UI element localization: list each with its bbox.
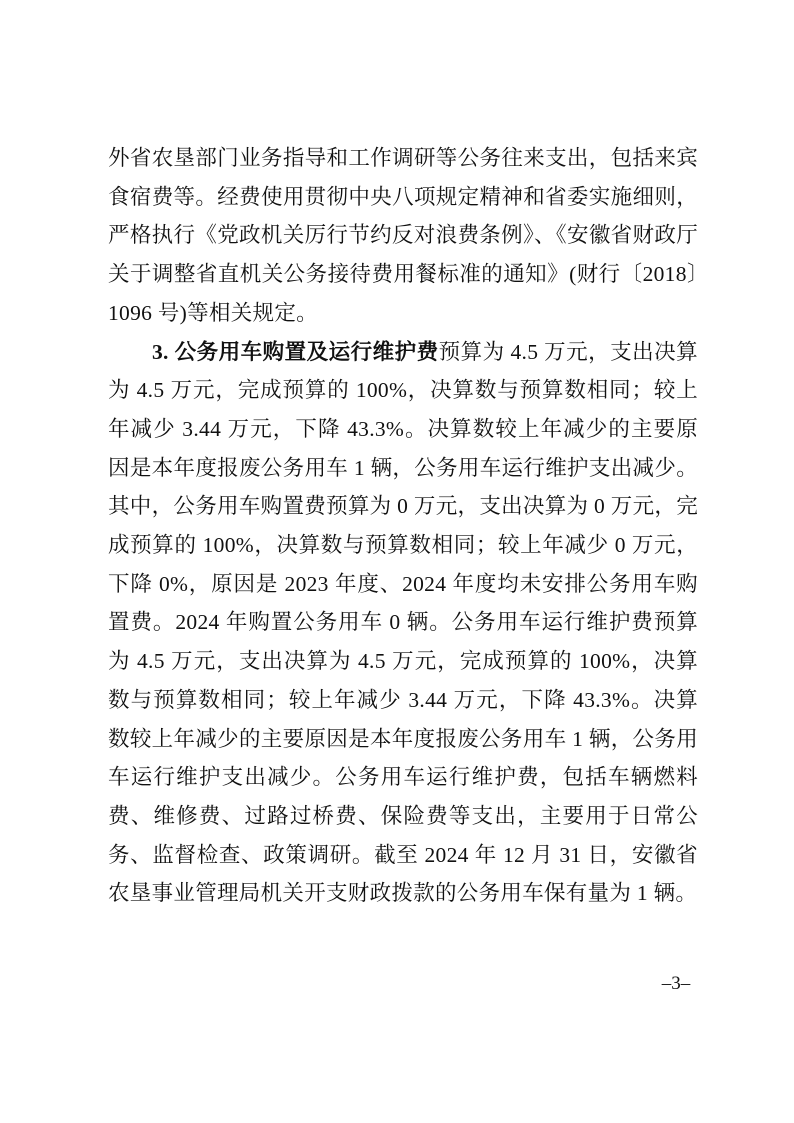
document-body [108, 139, 698, 913]
paragraph-2-bold-lead: 3. 公务用车购置及运行维护费 [152, 339, 439, 364]
page-number: –3– [661, 973, 691, 994]
body-paragraph-2 [108, 333, 698, 914]
paragraph-2-text: 预算为 4.5 万元，支出决算为 4.5 万元，完成预算的 100%，决算数与预算数相同；较上年减少 3.44 万元，下降 43.3%。决算数较上年减少的主要原因是本年度报废公务用车 1 辆，公务用车运行维护支出减少。其中，公务用车购置费预算为 0 万元，支出决算为 0 万元，完成预算的 100%，决算数与预算数相同；较上年减少 0 万元，下降 0%，原因是 2023 年度、2024 年度均未安排公务用车购置费。2024 年购置公务用车 0 辆。公务用车运行维护费预算为 4.5 万元，支出决算为 4.5 万元，完成预算的 100%，决算数与预算数相同；较上年减少 3.44 万元，下降 43.3%。决算数较上年减少的主要原因是本年度报废公务用车 1 辆，公务用车运行维护支出减少。公务用车运行维护费，包括车辆燃料费、维修费、过路过桥费、保险费等支出，主要用于日常公务、监督检查、政策调研。截至 2024 年 12 月 31 日，安徽省农垦事业管理局机关开支财政拨款的公务用车保有量为 1 辆。 [108, 339, 698, 906]
body-paragraph-1: 外省农垦部门业务指导和工作调研等公务往来支出，包括来宾食宿费等。经费使用贯彻中央八项规定精神和省委实施细则，严格执行《党政机关厉行节约反对浪费条例》、《安徽省财政厅关于调整省直机关公务接待费用餐标准的通知》(财行〔2018〕1096 号)等相关规定。 [108, 146, 698, 325]
